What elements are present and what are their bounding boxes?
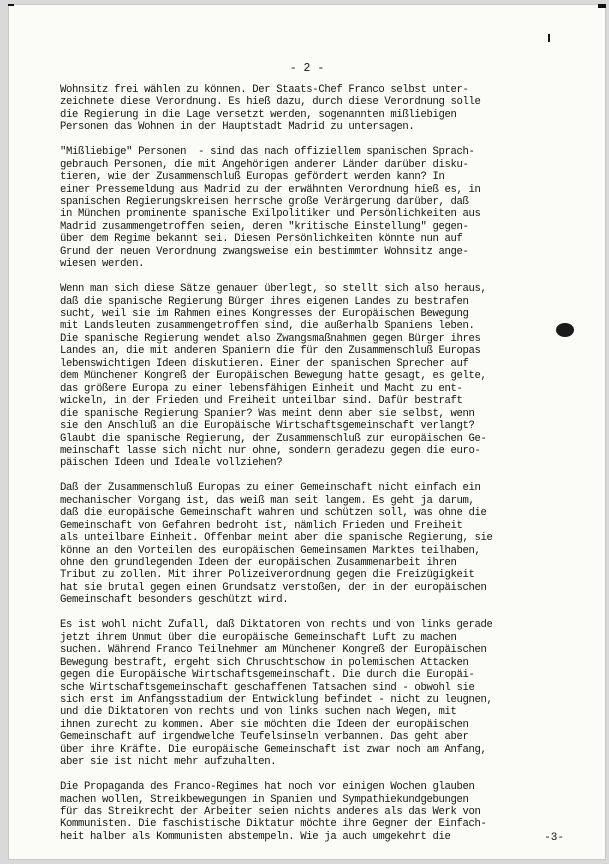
scan-edge-mark bbox=[598, 4, 606, 8]
text-line: könne an den Vorteilen des europäischen Gemeinsamen Marktes teilhaben, bbox=[60, 544, 481, 557]
text-line: machen wollen, Streikbewegungen in Spanien und Sympathiekundgebungen bbox=[60, 793, 469, 806]
text-line: Madrid zusammengetroffen seien, deren "kritische Einstellung" gegen- bbox=[60, 220, 469, 233]
text-line: dem Münchener Kongreß der Europäischen Bewegung hatte gesagt, es gelte, bbox=[60, 370, 487, 383]
document-page bbox=[8, 4, 606, 860]
continuation-mark: -3- bbox=[544, 832, 564, 844]
text-line: Glaubt die spanische Regierung, der Zusammenschluß zur europäischen Ge- bbox=[60, 432, 487, 445]
text-line: "Mißliebige" Personen - sind das nach offiziellem spanischen Sprach- bbox=[60, 146, 475, 159]
text-line: Gemeinschaft auf irgendwelche Teufelsinseln verbannen. Das geht aber bbox=[60, 731, 469, 744]
text-line: und die Diktatoren von rechts und von links suchen nach Wegen, mit bbox=[60, 706, 457, 719]
text-line: gegen die Europäische Wirtschaftsgemeinschaft. Die durch die Europäi- bbox=[60, 669, 475, 682]
text-line: Daß der Zusammenschluß Europas zu einer Gemeinschaft nicht einfach ein bbox=[60, 482, 481, 495]
text-line: die Regierung in die Lage versetzt werden, sogenannten mißliebigen bbox=[60, 108, 457, 121]
text-line: daß die europäische Gemeinschaft wahren und schützen soll, was ohne die bbox=[60, 507, 487, 520]
text-line: Personen das Wohnen in der Hauptstadt Madrid zu untersagen. bbox=[60, 121, 415, 134]
text-line: ihnen zurecht zu kommen. Aber sie möchten die Ideen der europäischen bbox=[60, 718, 469, 731]
text-line: Grund der neuen Verordnung zwangsweise ein bestimmter Wohnsitz ange- bbox=[60, 245, 469, 258]
text-line: wiesen werden. bbox=[60, 258, 145, 271]
paragraph bbox=[60, 781, 580, 843]
text-line: sucht, weil sie im Rahmen eines Kongresses der Europäischen Bewegung bbox=[60, 308, 469, 321]
text-line: für das Streikrecht der Arbeiter seien nichts anderes als das Werk von bbox=[60, 805, 481, 818]
text-line: das größere Europa zu einer lebensfähigen Einheit und Macht zu ent- bbox=[60, 382, 463, 395]
text-line: einer Pressemeldung aus Madrid zu der erwähnten Verordnung hieß es, in bbox=[60, 183, 481, 196]
text-line: jetzt ihrem Unmut über die europäische Gemeinschaft Luft zu machen bbox=[60, 631, 457, 644]
paragraph bbox=[60, 619, 580, 768]
text-line: daß die spanische Regierung Bürger ihres eigenen Landes zu bestrafen bbox=[60, 295, 469, 308]
text-line: spanischen Regierungskreisen herrsche große Verärgerung darüber, daß bbox=[60, 196, 469, 209]
text-line: sich erst im Anfangsstadium der Entwicklung befindet - nicht zu leugnen, bbox=[60, 693, 493, 706]
text-line: wickeln, in der Frieden und Freiheit unteilbar sind. Dafür bestraft bbox=[60, 395, 463, 408]
text-line: Die Propaganda des Franco-Regimes hat noch vor einigen Wochen glauben bbox=[60, 781, 475, 794]
text-line: tieren, wie der Zusammenschluß Europas gefördert werden kann? In bbox=[60, 171, 445, 184]
text-line: hat sie brutal gegen einen Grundsatz verstoßen, der in der europäischen bbox=[60, 581, 487, 594]
ink-blot bbox=[556, 323, 574, 337]
text-line: Tribut zu zollen. Mit ihrer Polizeiverordnung gegen die Freizügigkeit bbox=[60, 569, 475, 582]
paragraph bbox=[60, 146, 580, 271]
text-line: päischen Ideen und Ideale vollziehen? bbox=[60, 457, 283, 470]
text-line: Es ist wohl nicht Zufall, daß Diktatoren von rechts und von links gerade bbox=[60, 619, 493, 632]
text-line: ohne den grundlegenden Ideen der europäischen Zusammenarbeit ihren bbox=[60, 557, 457, 570]
text-line: heit halber als Kommunisten abstempeln. Wie ja auch umgekehrt die bbox=[60, 830, 451, 843]
text-line: Wohnsitz frei wählen zu können. Der Staats-Chef Franco selbst unter- bbox=[60, 84, 469, 96]
text-line: sche Wirtschaftsgemeinschaft geschaffenen Tatsachen sind - obwohl sie bbox=[60, 681, 475, 694]
text-line: als unteilbare Einheit. Offenbar meint aber die spanische Regierung, sie bbox=[60, 532, 493, 545]
scan-edge-mark bbox=[8, 4, 14, 6]
text-line: mechanischer Vorgang ist, das weiß man seit langem. Es geht ja darum, bbox=[60, 494, 475, 507]
text-line: meinschaft lasse sich nicht nur ohne, sondern geradezu gegen die euro- bbox=[60, 445, 481, 458]
scan-edge-mark bbox=[548, 34, 550, 42]
text-line: suchen. Während Franco Teilnehmer am Münchener Kongreß der Europäischen bbox=[60, 644, 487, 657]
document-body bbox=[60, 84, 580, 856]
text-line: Bewegung bestraft, ergeht sich Chruschtschow in polemischen Attacken bbox=[60, 656, 469, 669]
text-line: Kommunisten. Die faschistische Diktatur möchte ihre Gegner der Einfach- bbox=[60, 818, 487, 831]
text-line: Gemeinschaft von Gefahren bedroht ist, nämlich Frieden und Freiheit bbox=[60, 519, 463, 532]
paragraph bbox=[60, 84, 580, 134]
text-line: mit Landsleuten zusammengetroffen sind, die außerhalb Spaniens leben. bbox=[60, 320, 475, 333]
text-line: über dem Regime bekannt sei. Diesen Persönlichkeiten könnte nun auf bbox=[60, 233, 463, 246]
text-line: Gemeinschaft besonders geschützt wird. bbox=[60, 594, 289, 607]
text-line: die spanische Regierung Spanier? Was meint denn aber sie selbst, wenn bbox=[60, 407, 475, 420]
text-line: zeichnete diese Verordnung. Es hieß dazu, durch diese Verordnung solle bbox=[60, 96, 481, 109]
paragraph bbox=[60, 283, 580, 470]
page-number: - 2 - bbox=[289, 62, 325, 75]
text-line: in München prominente spanische Exilpolitiker und Persönlichkeiten aus bbox=[60, 208, 481, 221]
text-line: über ihre Kräfte. Die europäische Gemeinschaft ist zwar noch am Anfang, bbox=[60, 743, 487, 756]
text-line: Landes an, die mit anderen Spaniern die für den Zusammenschluß Europas bbox=[60, 345, 481, 358]
text-line: Die spanische Regierung wendet also Zwangsmaßnahmen gegen Bürger ihres bbox=[60, 332, 481, 345]
text-line: gebrauch Personen, die mit Angehörigen anderer Länder darüber disku- bbox=[60, 158, 469, 171]
paragraph bbox=[60, 482, 580, 607]
text-line: sie den Anschluß an die Europäische Wirtschaftsgemeinschaft verlangt? bbox=[60, 420, 475, 433]
text-line: lebenswichtigen Ideen diskutieren. Einer der spanischen Sprecher auf bbox=[60, 357, 469, 370]
text-line: Wenn man sich diese Sätze genauer überlegt, so stellt sich also heraus, bbox=[60, 283, 487, 296]
text-line: aber sie ist nicht mehr aufzuhalten. bbox=[60, 756, 277, 769]
